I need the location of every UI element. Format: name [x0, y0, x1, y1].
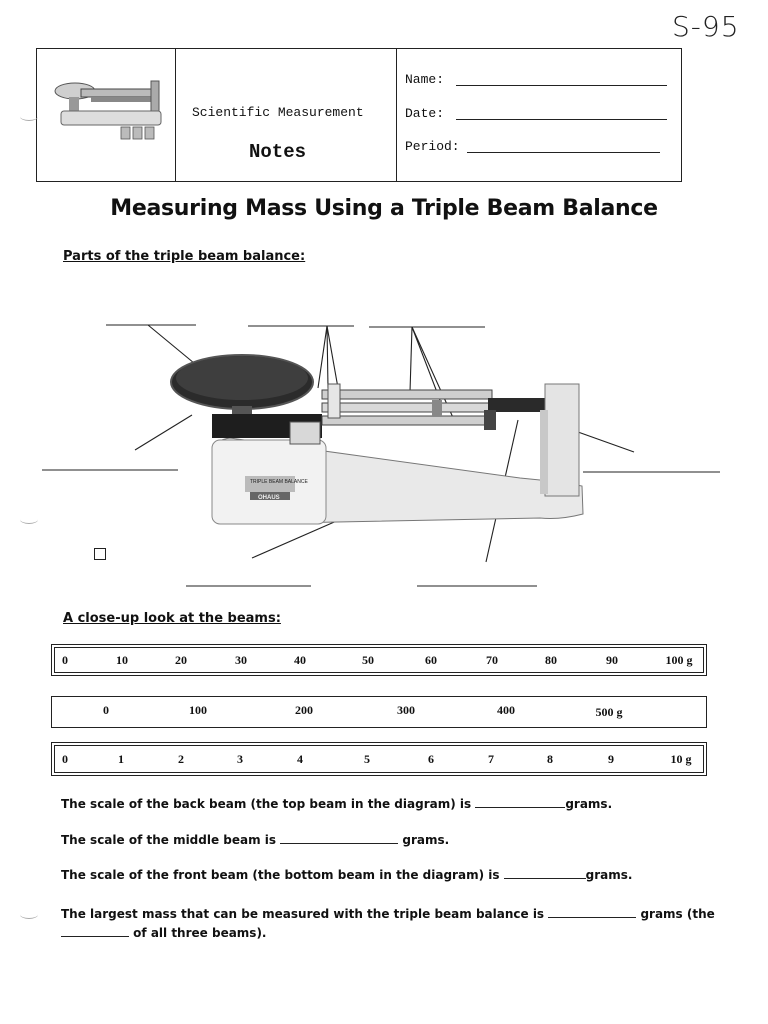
answer-blank[interactable] [548, 906, 636, 918]
beam-tick: 10 g [670, 752, 692, 766]
punch-mark [20, 910, 38, 919]
beam-tick: 0 [62, 653, 68, 667]
date-field[interactable] [456, 119, 667, 120]
checkbox[interactable] [94, 548, 106, 560]
beam-tick: 4 [297, 752, 303, 766]
beams-heading: A close-up look at the beams: [63, 611, 281, 626]
answer-blank[interactable] [504, 867, 586, 879]
balance-brand: OHAUS [258, 495, 280, 501]
beam-tick: 90 [606, 653, 618, 667]
answer-blank[interactable] [280, 832, 398, 844]
beam-tick: 7 [488, 752, 494, 766]
question-text: grams. [585, 868, 633, 882]
question-largest-mass [61, 906, 715, 921]
beam-tick: 0 [62, 752, 68, 766]
punch-mark [20, 112, 38, 121]
beam-tick: 70 [486, 653, 498, 667]
beam-tick: 8 [547, 752, 553, 766]
question-text: The scale of the front beam (the bottom beam in the diagram) is [61, 868, 504, 882]
beam-tick: 1 [118, 752, 124, 766]
triple-beam-balance-photo [171, 355, 583, 524]
question-text: grams. [398, 833, 450, 847]
question-text: grams (the [636, 907, 715, 921]
beam-tick: 40 [294, 653, 306, 667]
question-text: The scale of the back beam (the top beam in the diagram) is [61, 797, 476, 811]
beam-tick: 3 [237, 752, 243, 766]
beam-tick: 200 [295, 703, 313, 717]
date-label: Date: [405, 106, 445, 121]
beam-tick: 500 g [595, 705, 623, 719]
beam-tick: 9 [608, 752, 614, 766]
balance-label-text: TRIPLE BEAM BALANCE [250, 479, 308, 485]
front-beam-inner [54, 745, 704, 773]
name-field[interactable] [456, 85, 667, 86]
course-label: Scientific Measurement [192, 105, 364, 120]
beam-tick: 2 [178, 752, 184, 766]
beam-tick: 80 [545, 653, 557, 667]
beam-tick: 10 [116, 653, 128, 667]
answer-blank[interactable] [61, 925, 129, 937]
beam-tick: 50 [362, 653, 374, 667]
question-text: grams. [565, 797, 613, 811]
question-front-beam [61, 867, 632, 882]
question-text: The largest mass that can be measured with the triple beam balance is [61, 907, 549, 921]
header-divider [396, 49, 397, 181]
middle-beam [51, 696, 707, 728]
name-label: Name: [405, 72, 445, 87]
beam-tick: 30 [235, 653, 247, 667]
beam-tick: 400 [497, 703, 515, 717]
front-beam [51, 742, 707, 776]
question-back-beam [61, 796, 612, 811]
beam-tick: 60 [425, 653, 437, 667]
page-title: Measuring Mass Using a Triple Beam Balance [110, 196, 658, 221]
beam-tick: 5 [364, 752, 370, 766]
notes-label: Notes [249, 141, 307, 163]
question-text: The scale of the middle beam is [61, 833, 281, 847]
beam-tick: 100 g [665, 653, 693, 667]
parts-heading: Parts of the triple beam balance: [63, 249, 306, 264]
beam-tick: 20 [175, 653, 187, 667]
corner-code: S-95 [672, 10, 740, 43]
question-largest-mass-line2 [61, 925, 267, 940]
beam-tick: 0 [103, 703, 109, 717]
question-text: of all three beams). [129, 926, 267, 940]
label-lines [42, 325, 720, 586]
beam-tick: 100 [189, 703, 207, 717]
beam-tick: 300 [397, 703, 415, 717]
question-middle-beam [61, 832, 449, 847]
period-field[interactable] [467, 152, 660, 153]
balance-diagram [0, 300, 768, 600]
back-beam [51, 644, 707, 676]
punch-mark [20, 515, 38, 524]
balance-thumbnail-icon [51, 71, 169, 151]
answer-blank[interactable] [475, 796, 565, 808]
header-divider [175, 49, 176, 181]
period-label: Period: [405, 139, 460, 154]
beam-tick: 6 [428, 752, 434, 766]
